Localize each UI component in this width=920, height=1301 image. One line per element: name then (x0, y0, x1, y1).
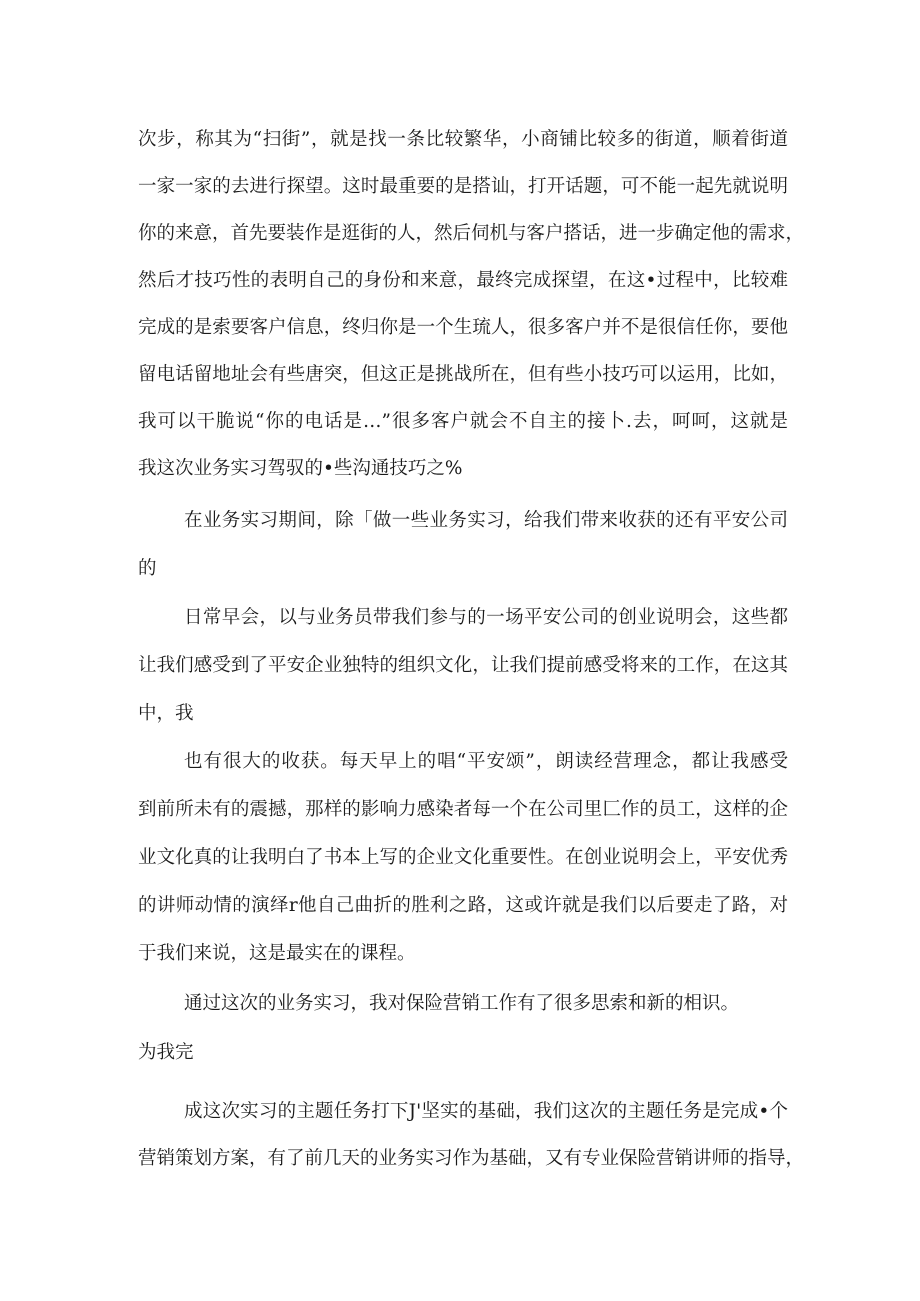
text-line: 次步，称其为“扫街”，就是找一条比较繁华，小商铺比较多的街道，顺着街道 (138, 129, 788, 150)
text-line: 到前所未有的震撼，那样的影响力感染者每一个在公司里匚作的员工，这样的企 (138, 799, 788, 820)
text-line: 然后才技巧性的表明自己的身份和来意，最终完成探望，在这•过程中，比较难 (138, 270, 788, 291)
text-line: 中，我 (138, 703, 194, 724)
text-line: 成这次实习的主题任务打下J'坚实的基础，我们这次的主题任务是完成•个 (184, 1101, 788, 1122)
text-line: 日常早会，以与业务员带我们参与的一场平安公司的创业说明会，这些都 (184, 607, 788, 628)
text-line: 业文化真的让我明白了书本上写的企业文化重要性。在创业说明会上，平安优秀 (138, 847, 788, 868)
text-line: 的 (138, 558, 157, 579)
text-line: 一家一家的去进行探望。这时最重要的是搭讪，打开话题，可不能一起先就说明 (138, 176, 788, 197)
text-line: 在业务实习期间，除「做一些业务实习，给我们带来收获的还有平安公司 (184, 510, 788, 531)
text-line: 的讲师动情的演绎r他自己曲折的胜利之路，这或许就是我们以后要走了路，对 (138, 895, 788, 916)
text-line: 通过这次的业务实习，我对保险营销工作有了很多思索和新的相识。 (184, 993, 740, 1014)
text-line: 你的来意，首先要装作是逛街的人，然后伺机与客户搭话，进一步确定他的需求， (138, 223, 805, 244)
text-line: 我可以干脆说“你的电话是…”很多客户就会不自主的接卜.去，呵呵，这就是 (138, 411, 788, 432)
text-line: 完成的是索要客户信息，终归你是一个生琉人，很多客户并不是很信任你，要他 (138, 317, 788, 338)
text-line: 也有很大的收获。每天早上的唱“平安颂”，朗读经营理念，都让我感受 (184, 751, 788, 772)
text-line: 为我完 (138, 1042, 194, 1063)
text-line: 我这次业务实习驾驭的•些沟通技巧之% (138, 458, 463, 479)
text-line: 让我们感受到了平安企业独特的组织文化，让我们提前感受将来的工作，在这其 (138, 655, 788, 676)
text-line: 营销策划方案，有了前几天的业务实习作为基础，又有专业保险营销讲师的指导， (138, 1148, 805, 1169)
text-line: 留电话留地址会有些唐突，但这正是挑战所在，但有些小技巧可以运用，比如， (138, 364, 788, 385)
text-line: 于我们来说，这是最实在的课程。 (138, 943, 416, 964)
